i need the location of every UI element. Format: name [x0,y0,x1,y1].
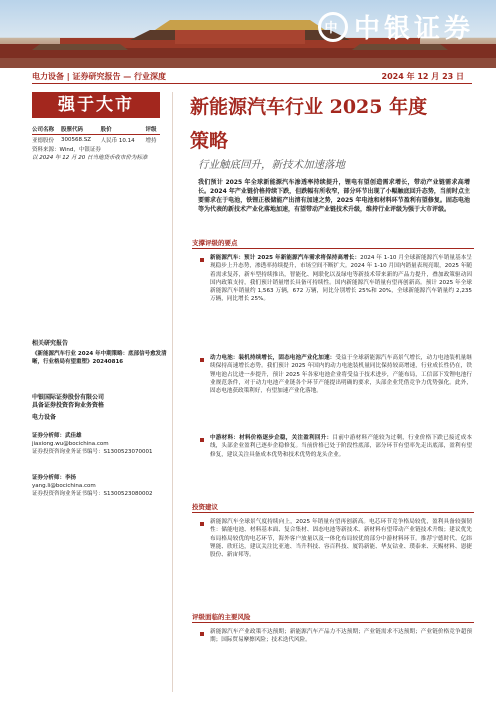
price-basis: 以 2024 年 12 月 20 日当地货币收市价为标准 [32,155,148,161]
related-heading: 相关研究报告 [32,340,69,347]
firm-name: 中银国际证券股份有限公司 [32,394,105,401]
section-heading-highlights: 支撑评级的要点 [192,239,238,247]
report-date: 2024 年 12 月 23 日 [381,72,464,81]
point-body: 受益于全球新能源汽车高景气增长，动力电池装机量继续保持高速增长态势。我们预计 2025 年国内的动力电池装机量同比保持较高增速，行业成长性仍在，铁锂电池占比进一步提升，预计 2025 年各家电池企业将受益于技术进步，产能布局，工信部下发锂电池行业规范条件，对于动力电池产业链各个环节产能提出明确的要求，头部企业凭借竞争力优势强化。此外，固态电池获政策利好，有望加速产业化落地。 [210,355,472,395]
advice-text: 新能源汽车全球景气度持续向上，2025 年销量有望再创新高。电芯环节竞争格局较优，盈利具备较强韧性：储能电池、材料基本面、复合集材、固态电池等新技术、新材料有望带动产业链技术升级；建议优先布局格局较优的电芯环节，海外客户放量以及一体化布局较优的部分中游材料环节。推荐宁德时代、亿纬锂能、欣旺达，建议关注比亚迪、当升科技、容百科技、厦钨新能、华友钴业、璞泰来、天赐材料、恩捷股份、新宙邦等。 [210,519,472,559]
firm-sector: 电力设备 [32,414,57,421]
point-lead: 动力电池：装机持续增长，固态电池产业化加速： [210,355,336,361]
analyst-1 [32,432,167,456]
cell: 亚德股份 [32,138,55,144]
col-header: 评级 [145,124,160,135]
analyst-name: 证券分析师：李扬 [32,475,77,481]
col-header: 股价 [101,124,146,135]
bullet-icon [200,438,204,442]
report-category: 电力设备 | 证券研究报告 — 行业深度 [32,72,167,81]
logo-text: 中银证券 [353,14,474,44]
analyst-license: 证券投资咨询业务证书编号：S1300523070001 [32,449,153,455]
analyst-license: 证券投资咨询业务证书编号：S1300523080002 [32,491,153,497]
header-divider [32,83,472,84]
section-divider [192,622,474,623]
brand-logo [318,8,474,45]
point-lead: 中游材料：材料价格逐步企稳，关注盈利回升： [210,435,333,441]
section-heading-risks: 评级面临的主要风险 [192,613,251,621]
section-heading-advice: 投资建议 [192,503,218,511]
point-materials [210,434,472,459]
report-header [0,68,496,82]
bullet-icon [200,358,204,362]
analyst-name: 证券分析师：武佳雄 [32,433,82,439]
point-lead: 新能源汽车：预计 2025 年新能源汽车需求将保持高增长： [210,255,361,261]
analyst-2 [32,474,167,498]
cell: 300568.SZ [61,137,92,143]
report-title [190,90,480,158]
point-body: 2024 年 1-10 月全球新能源汽车销量基本呈现稳步上升态势，渗透率持续提升，市场空间不断扩大。2024 年 1-10 月国内销量表现亮眼，2025 年随着需求复苏，新车型持续推出，智能化、网联化以及绿电等新技术带来新的产品力提升，叠加政策驱动因国内政策支持，我们预计销量增长具备可持续性。国内新能源汽车销量有望再创新高。预计 2025 年全球新能源汽车销量约 1,563 万辆，672 万辆，同比分别增长 25%和 20%，全球新能源汽车销量约 2,235 万辆，同比增长 25%。 [210,255,473,303]
abstract: 我们预计 2025 年全球新能源汽车渗透率持续提升，锂电有望创造需求增长，带动产业链需求高增长。2024 年产业链价格持续下跌，但跌幅有所收窄，部分环节出现了小幅触底回升态势，当前时点主要需求在于电池，铁锂正极储能产出清有加速之势，2025 年电池和材料环节盈利有望修复。固态电池等为代表的新技术产业化落地加速，有望带动产业链技术升级，维持行业评级为强于大市评级。 [198,179,470,213]
title-line: 策略 [190,130,229,152]
logo-mark-icon: 中 [318,12,348,42]
rating-badge: 强于大市 [32,92,160,118]
point-ev [210,254,472,304]
header-banner [0,0,496,68]
cell: 人民币 10.14 [100,138,135,144]
related-report-link[interactable]: 《新能源汽车行业 2024 年中期策略：底部信号愈发清晰，行业格局有望重塑》20240816 [32,351,167,365]
section-divider [192,512,474,513]
data-source-note [32,146,167,162]
analyst-email[interactable]: jiaxiong.wu@bocichina.com [32,441,109,447]
section-divider [192,248,474,249]
point-body: 目前中游材料产能较为过剩，行业价格下跌已接近成本线，头部企业盈利已逐步企稳修复。当前价格已处于阶段性底部，部分环节有望率先走出底部，盈利有望修复，建议关注具备成本优势和技术优势的龙头企业。 [210,435,472,458]
col-header: 股票代码 [61,124,101,135]
data-source: 资料来源：Wind，中银证券 [32,147,101,153]
bullet-icon [200,632,204,636]
report-subtitle: 行业触底回升，新技术加速落地 [198,159,345,171]
bullet-icon [200,522,204,526]
firm-qualification: 具备证券投资咨询业务资格 [32,402,105,409]
stock-table [32,124,160,145]
bullet-icon [200,258,204,262]
risks-text: 新能源汽车产业政策不达预期；新能源汽车产品力不达预期；产业链需求不达预期；产业链价格竞争超预期；国际贸易摩擦风险；技术迭代风险。 [210,629,472,644]
firm-info [32,394,167,422]
analyst-email[interactable]: yang.li@bocichina.com [32,483,96,489]
point-battery [210,354,472,395]
col-header: 公司名称 [32,124,61,135]
cell: 增持 [145,138,157,144]
title-line: 新能源汽车行业 2025 年度 [190,96,428,118]
column-divider [172,92,173,692]
